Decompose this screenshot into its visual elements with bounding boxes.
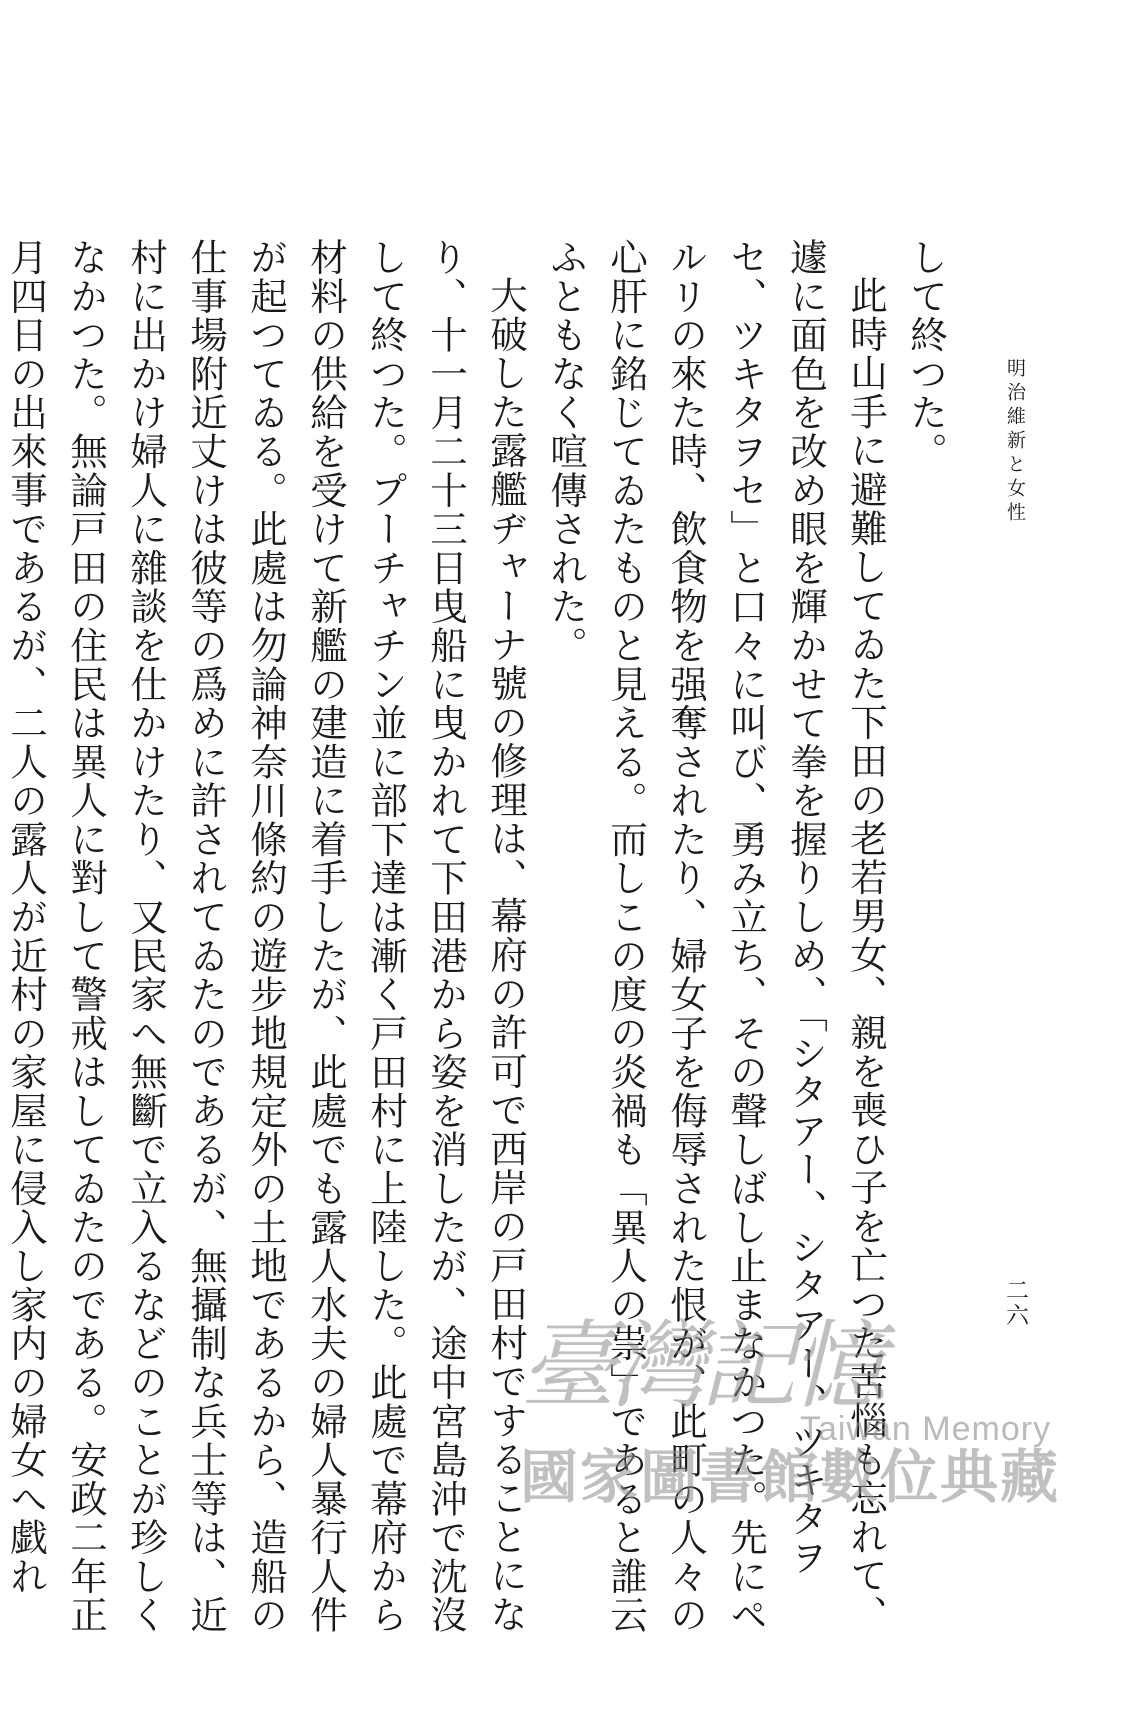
- watermark-logo-latin: Taiwan Memory: [800, 1410, 1052, 1448]
- paragraph: 大破した露艦ヂャーナ號の修理は、幕府の許可で西岸の戸田村ですることになり、十一月二十三日曳船に曳かれて下田港から姿を消したが、途中宮島沖で沈沒して終つた。プーチャチン並に部下達は漸く戸田村に上陸した。此處で幕府から材料の供給を受けて新艦の建造に着手したが、此處でも露人水夫の婦人暴行人件が起つてゐる。此處は勿論神奈川條約の遊步地規定外の土地であるから、造船の仕事場附近丈けは彼等の爲めに許されてゐたのであるが、無攝制な兵士等は、近村に出かけ婦人に雜談を仕かけたり、又民家へ無斷で立入るなどのことが珍しくなかつた。無論戸田の住民は異人に對して警戒はしてゐたのである。安政二年正月四日の出來事であるが、二人の露人が近村の家屋に侵入し家内の婦女へ戯れ: [4, 238, 528, 1635]
- watermark-logo-text: 臺灣記憶: [520, 1310, 880, 1422]
- page-number: 二六: [1002, 1278, 1028, 1328]
- running-title: 明治維新と女性: [1004, 358, 1026, 526]
- paragraph-continuation: して終つた。: [904, 238, 948, 471]
- body-text: [4, 238, 956, 1648]
- paragraph: 此時山手に避難してゐた下田の老若男女、親を喪ひ子を亡つた苦惱も忘れて、遽に面色を改め眼を輝かせて拳を握りしめ、「シタアー、シタアー、ツキタヲセ、ツキタヲセ」と口々に叫び、勇み立ち、その聲しばし止まなかつた。先にペルリの來た時、飲食物を强奪されたり、婦女子を侮辱された恨が、此町の人々の心肝に銘じてゐたものと見える。而しこの度の炎禍も「異人の祟」であると誰云ふともなく喧傳された。: [544, 238, 888, 1635]
- watermark-institution: 國家圖書館數位典藏: [520, 1443, 1061, 1511]
